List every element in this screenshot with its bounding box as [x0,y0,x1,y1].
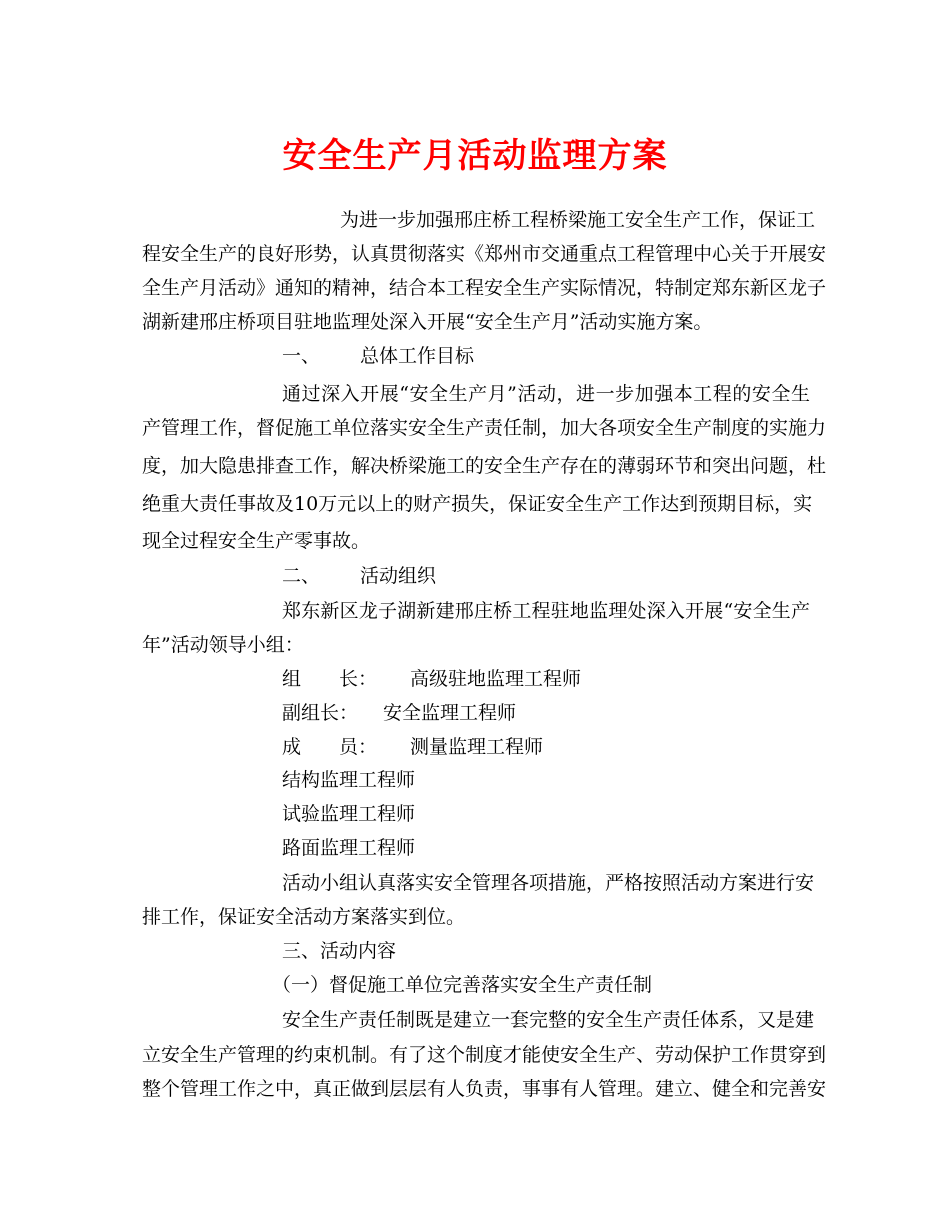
section-3-heading: 三、活动内容 [282,940,397,962]
member-label: 成 员： [282,736,378,758]
leader-value: 高级驻地监理工程师 [410,668,582,690]
section-3-subheading: （一）督促施工单位完善落实安全生产责任制 [272,974,653,996]
section-1-line-4: 绝重大责任事故及10万元以上的财产损失，保证安全生产工作达到预期目标，实 [142,493,813,515]
section-3-line-1: 安全生产责任制既是建立一套完整的安全生产责任体系，又是建 [282,1009,815,1031]
section-2-closing-1: 活动小组认真落实安全管理各项措施，严格按照活动方案进行安 [282,872,815,894]
leader-row [282,666,581,692]
section-1-number: 一、 [282,345,321,367]
section-1-line-3: 度，加大隐患排查工作，解决桥梁施工的安全生产存在的薄弱环节和突出问题，杜 [142,455,827,477]
member-3: 试验监理工程师 [282,803,416,825]
section-1-heading [282,343,474,369]
section-1-line-5: 现全过程安全生产零事故。 [142,530,371,552]
section-3-line-2: 立安全生产管理的约束机制。有了这个制度才能使安全生产、劳动保护工作贯穿到 [142,1044,827,1066]
section-1-line-1: 通过深入开展“安全生产月”活动，进一步加强本工程的安全生 [282,383,810,405]
section-2-line-1: 郑东新区龙子湖新建邢庄桥工程驻地监理处深入开展“安全生产 [282,600,810,622]
member-value: 测量监理工程师 [410,736,544,758]
intro-line-2: 程安全生产的良好形势，认真贯彻落实《郑州市交通重点工程管理中心关于开展安 [142,243,827,265]
section-2-closing-2: 排工作，保证安全活动方案落实到位。 [142,906,466,928]
section-2-number: 二、 [282,565,321,587]
member-row [282,734,543,760]
leader-label: 组 长： [282,668,378,690]
intro-line-1: 为进一步加强邢庄桥工程桥梁施工安全生产工作，保证工 [340,209,816,231]
section-2-title: 活动组织 [360,565,437,587]
member-4: 路面监理工程师 [282,837,416,859]
section-1-line-2: 产管理工作，督促施工单位落实安全生产责任制，加大各项安全生产制度的实施力 [142,417,827,439]
section-2-line-2: 年”活动领导小组： [142,634,304,656]
deputy-value: 安全监理工程师 [383,702,517,724]
document-title: 安全生产月活动监理方案 [282,136,668,176]
intro-line-4: 湖新建邢庄桥项目驻地监理处深入开展“安全生产月”活动实施方案。 [142,311,713,333]
section-1-title: 总体工作目标 [360,345,475,367]
member-2: 结构监理工程师 [282,769,416,791]
deputy-label: 副组长： [282,702,359,724]
section-3-line-3: 整个管理工作之中，真正做到层层有人负责，事事有人管理。建立、健全和完善安 [142,1078,827,1100]
section-2-heading [282,563,436,589]
intro-line-3: 全生产月活动》通知的精神，结合本工程安全生产实际情况，特制定郑东新区龙子 [142,277,827,299]
deputy-row [282,700,516,726]
